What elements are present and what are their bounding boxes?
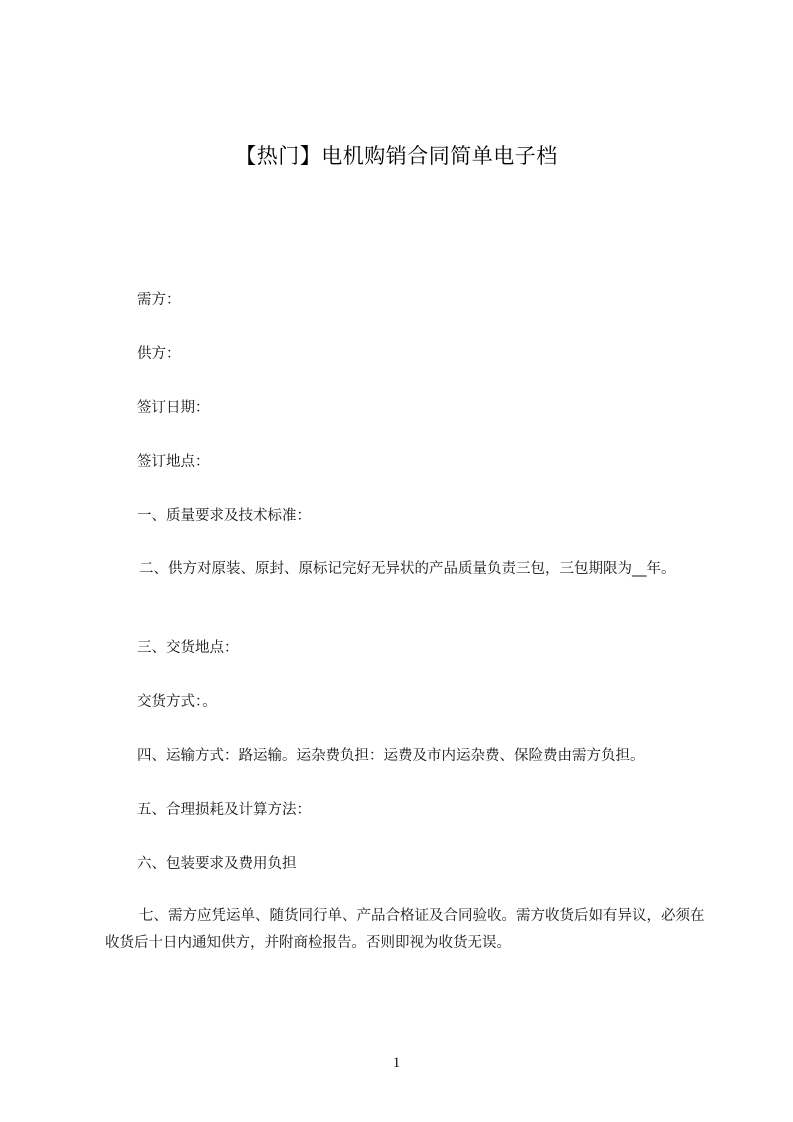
clause-3-delivery-method: 交货方式：。 (137, 694, 217, 710)
clause-2-warranty: 二、供方对原装、原封、原标记完好无异状的产品质量负责三包，三包期限为__年。 (139, 561, 676, 577)
page-number: 1 (392, 1055, 401, 1071)
clause-3-delivery-place: 三、交货地点： (137, 640, 239, 656)
clause-7-acceptance: 七、需方应凭运单、随货同行单、产品合格证及合同验收。需方收货后如有异议，必须在收货后十日内通知供方，并附商检报告。否则即视为收货无误。 (105, 908, 705, 951)
document-title: 【热门】电机购销合同简单电子档 (235, 144, 558, 168)
clause-1-quality: 一、质量要求及技术标准： (137, 508, 311, 524)
clause-6-packaging: 六、包装要求及费用负担 (137, 856, 297, 872)
clause-4-transport: 四、运输方式：路运输。运杂费负担：运费及市内运杂费、保险费由需方负担。 (137, 748, 645, 764)
clause-5-loss: 五、合理损耗及计算方法： (137, 802, 311, 818)
sign-date-field: 签订日期： (137, 400, 210, 416)
buyer-field: 需方： (137, 292, 181, 308)
supplier-field: 供方： (137, 346, 181, 362)
sign-place-field: 签订地点： (137, 454, 210, 470)
